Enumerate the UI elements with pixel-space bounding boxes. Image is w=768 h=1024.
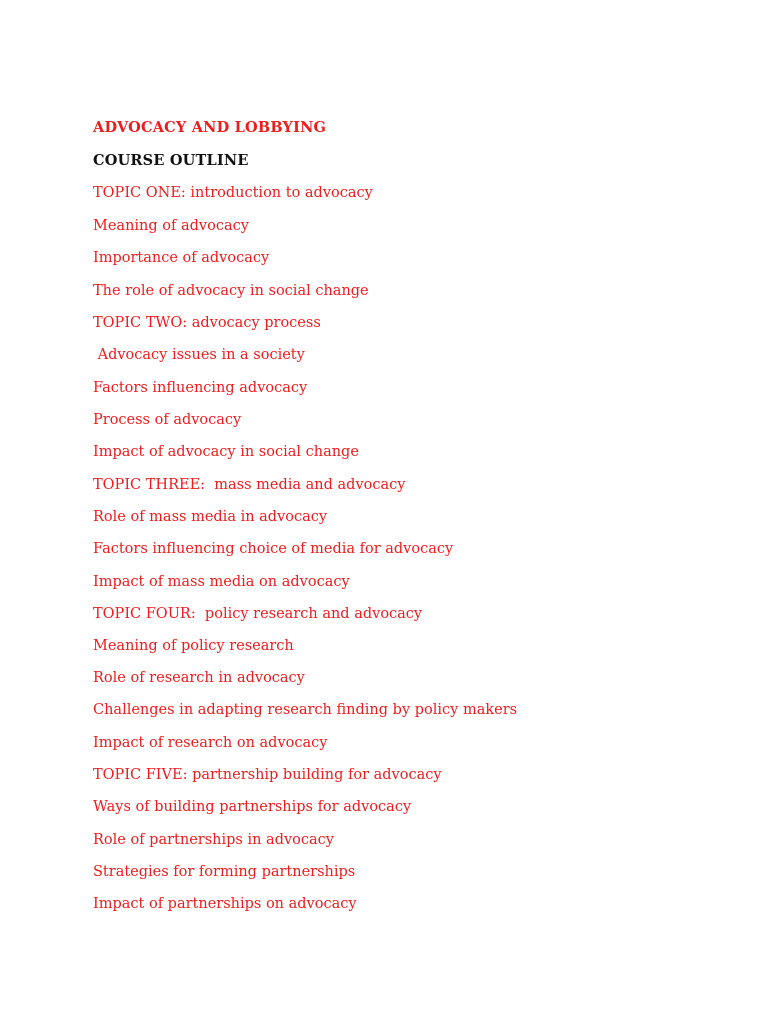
outline-item: Impact of advocacy in social change bbox=[93, 444, 359, 460]
outline-item: Role of partnerships in advocacy bbox=[93, 832, 334, 848]
outline-item: Factors influencing choice of media for advocacy bbox=[93, 541, 454, 557]
outline-item: Role of mass media in advocacy bbox=[93, 509, 328, 525]
topic-heading: TOPIC TWO: advocacy process bbox=[93, 315, 321, 331]
outline-item: Role of research in advocacy bbox=[93, 670, 305, 686]
topic-heading: TOPIC FIVE: partnership building for advocacy bbox=[93, 767, 442, 783]
document-title: ADVOCACY AND LOBBYING bbox=[93, 119, 327, 136]
topic-heading: TOPIC FOUR: policy research and advocacy bbox=[93, 606, 423, 622]
outline-item: Challenges in adapting research finding by policy makers bbox=[93, 702, 518, 718]
outline-item: Impact of partnerships on advocacy bbox=[93, 896, 357, 912]
course-outline-heading: COURSE OUTLINE bbox=[93, 152, 249, 169]
topic-heading: TOPIC THREE: mass media and advocacy bbox=[93, 477, 406, 493]
outline-item: Ways of building partnerships for advocacy bbox=[93, 799, 412, 815]
outline-item: Meaning of advocacy bbox=[93, 218, 249, 234]
outline-item: Process of advocacy bbox=[93, 412, 242, 428]
outline-item: Factors influencing advocacy bbox=[93, 380, 308, 396]
outline-item: Importance of advocacy bbox=[93, 250, 270, 266]
outline-item: Impact of research on advocacy bbox=[93, 735, 328, 751]
outline-item: Strategies for forming partnerships bbox=[93, 864, 356, 880]
topic-heading: TOPIC ONE: introduction to advocacy bbox=[93, 185, 373, 201]
outline-item: Meaning of policy research bbox=[93, 638, 294, 654]
outline-item: Advocacy issues in a society bbox=[93, 347, 305, 363]
outline-item: The role of advocacy in social change bbox=[93, 283, 369, 299]
outline-item: Impact of mass media on advocacy bbox=[93, 574, 350, 590]
